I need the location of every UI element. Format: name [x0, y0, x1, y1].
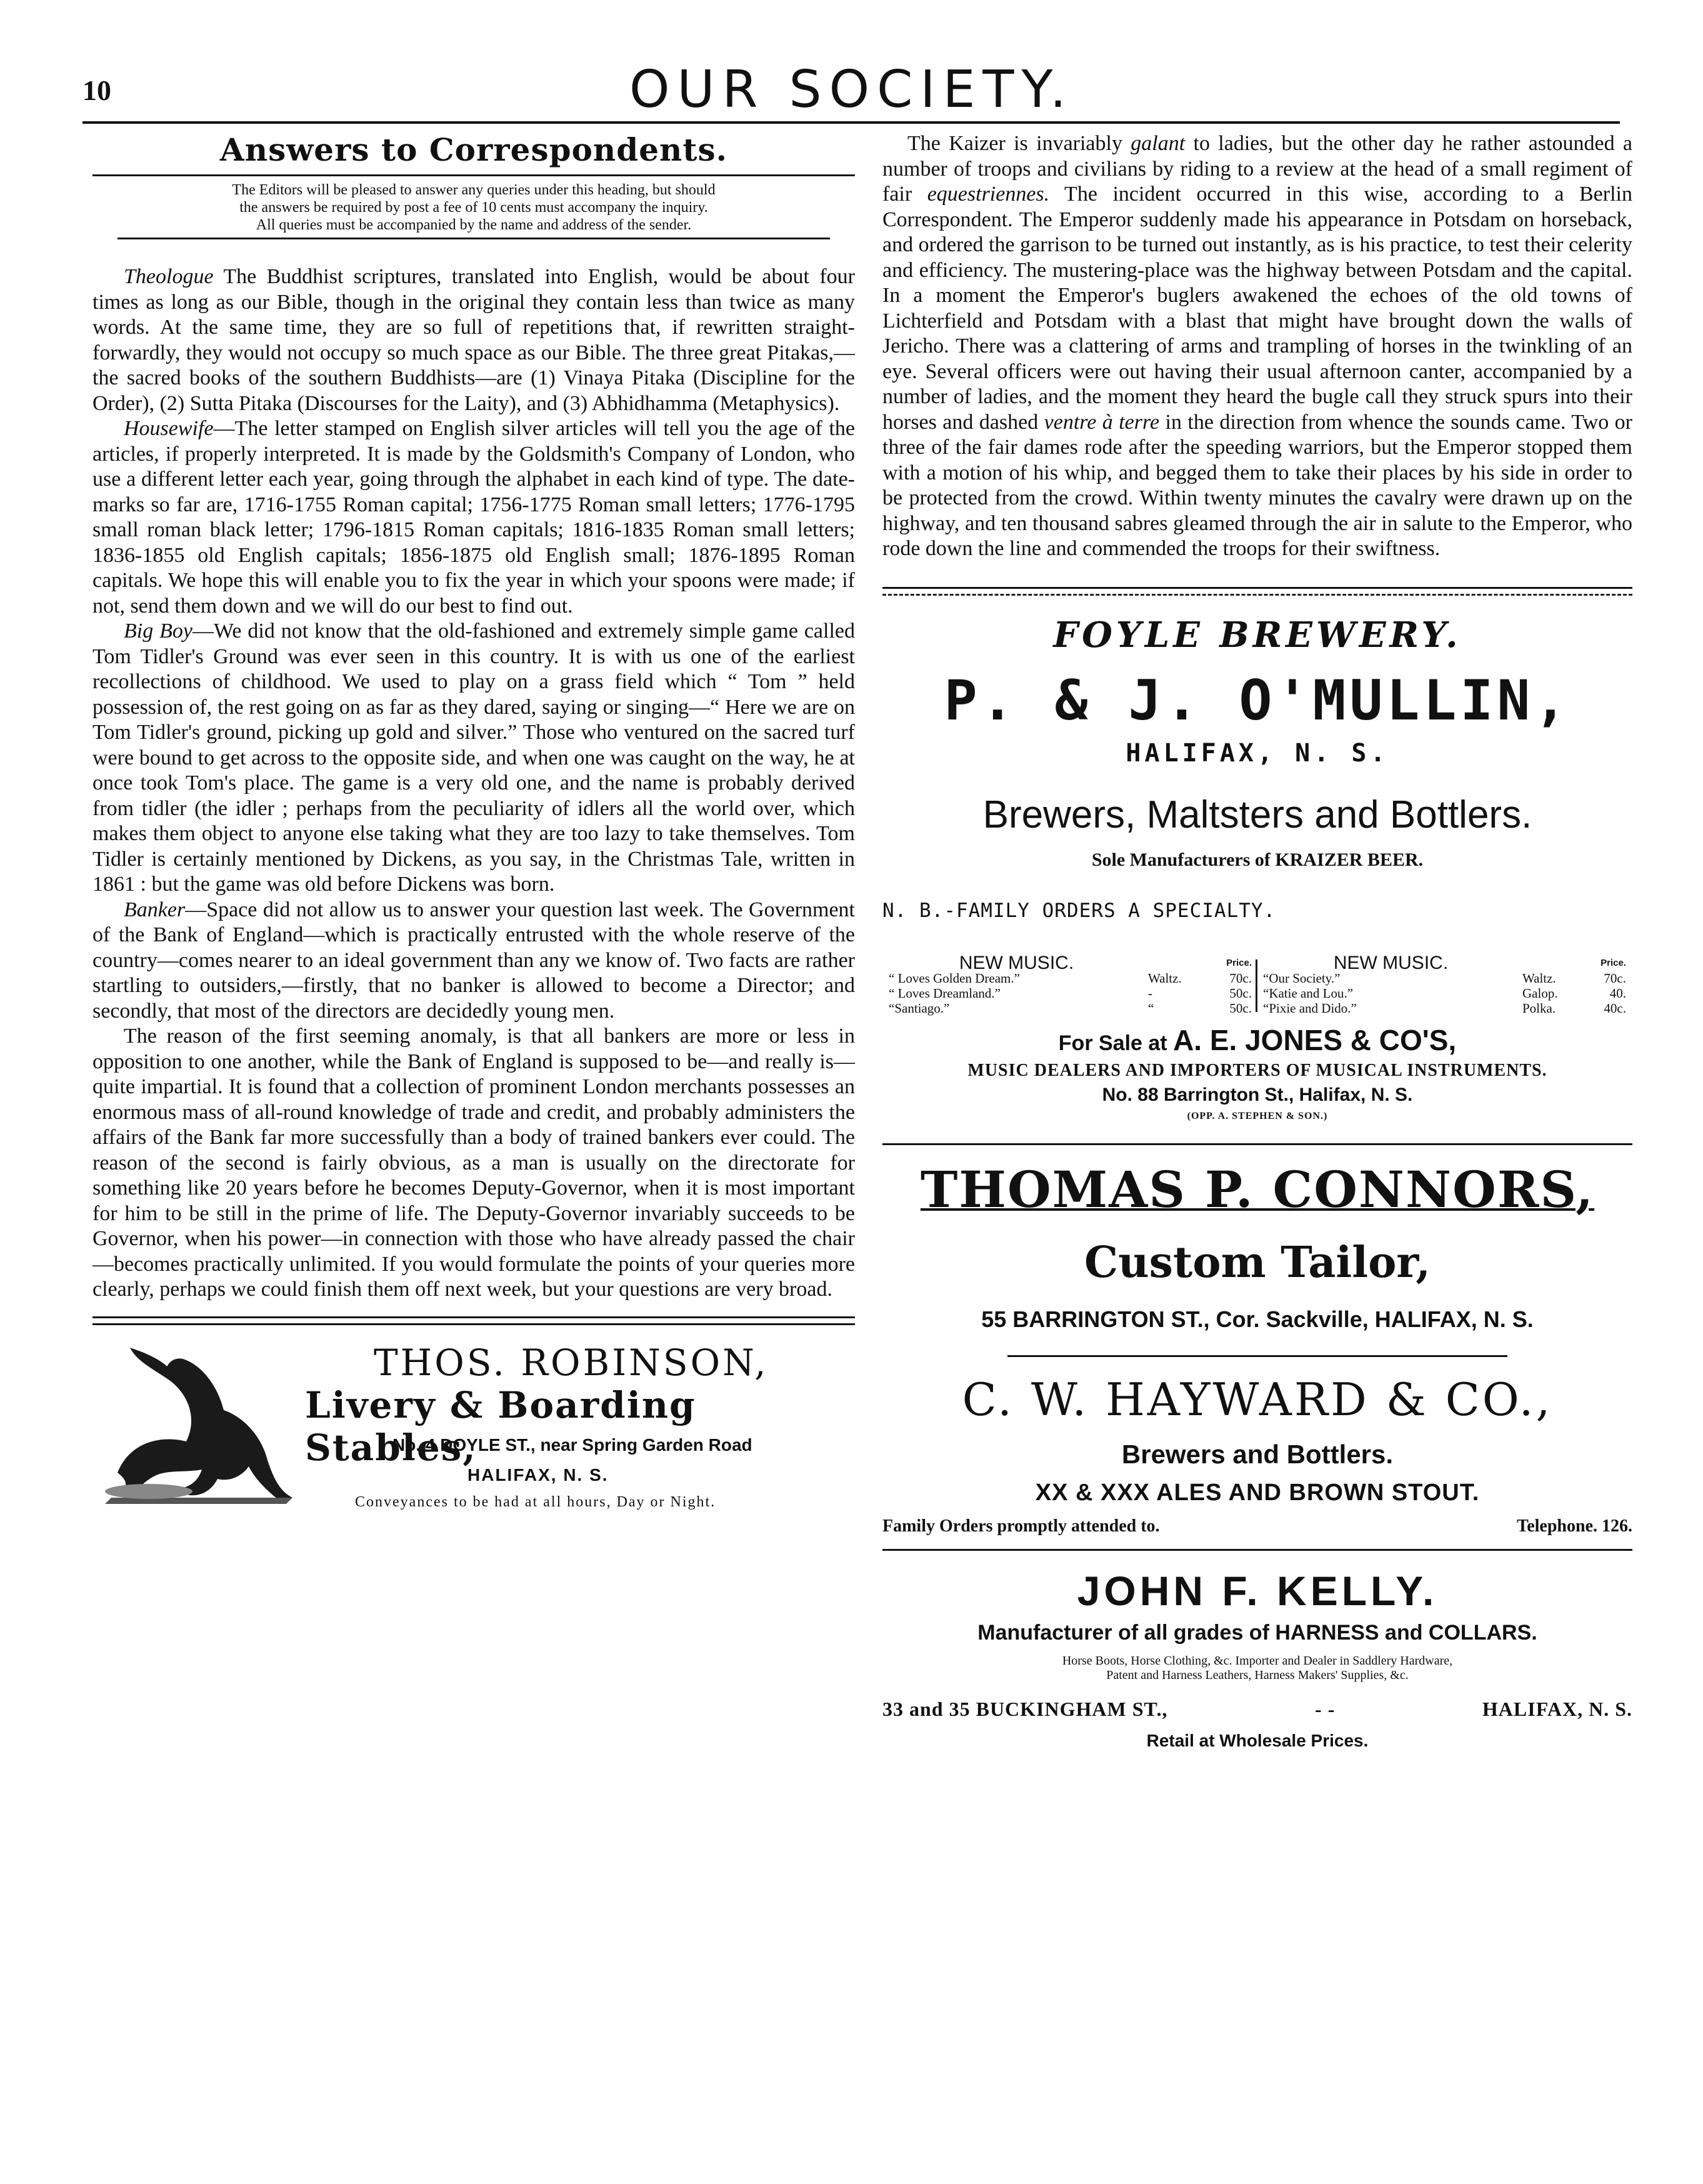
kelly-retail: Retail at Wholesale Prices. — [1146, 1730, 1369, 1750]
ads-rule — [882, 587, 1632, 589]
title-rule — [92, 174, 855, 176]
connors-ad — [882, 1160, 1632, 1333]
answers-body — [92, 264, 855, 1303]
kelly-line-1: Horse Boots, Horse Clothing, &c. Importer and Dealer in Saddlery Hardware, — [1062, 1653, 1453, 1668]
kaizer-paragraph — [882, 131, 1632, 562]
robinson-address: No. 4 DOYLE ST., near Spring Garden Road — [392, 1435, 752, 1455]
connors-trade: Custom Tailor, — [1084, 1237, 1431, 1288]
song-title: “Katie and Lou.” — [1263, 985, 1354, 1001]
kelly-dashes: - - — [1315, 1697, 1336, 1720]
robinson-rule-2 — [92, 1323, 855, 1325]
mullin-heading: FOYLE BREWERY. — [1053, 614, 1462, 656]
song-title: “ Loves Dreamland.” — [889, 985, 1001, 1001]
answers-notice — [105, 181, 842, 234]
price-heading: Price. — [1226, 957, 1252, 968]
song-title: “ Loves Golden Dream.” — [889, 970, 1020, 986]
kelly-ad — [882, 1567, 1632, 1751]
notice-line: the answers be required by post a fee of 10 cents must accompany the inquiry. — [239, 199, 708, 216]
kelly-name: JOHN F. KELLY. — [1077, 1567, 1438, 1614]
answer-entry — [92, 619, 855, 898]
notice-line: All queries must be accompanied by the name and address of the sender. — [256, 217, 692, 233]
answer-text: The Buddhist scriptures, translated into English, would be about four times as long as our Bible, though in the original they contain less than twice as many words. At the same time, they are so full of repetitions that, if rewritten straight-forwardly, they would not occupy so much space as our Bible. The three great Pitakas,—the sacred books of the southern Buddhists—are (1) Vinaya Pitaka (Discipline for the Order), (2) Sutta Pitaka (Discourses for the Laity), and (3) Abhidhamma (Metaphysics). — [92, 265, 855, 415]
jones-opp: (OPP. A. STEPHEN & SON.) — [1187, 1110, 1328, 1121]
hayward-name: C. W. HAYWARD & CO., — [962, 1373, 1553, 1426]
jones-name: A. E. JONES & CO'S, — [1173, 1023, 1457, 1056]
hayward-phone: Telephone. 126. — [1517, 1516, 1632, 1536]
song-kind: Galop. — [1522, 985, 1558, 1001]
song-title: “Santiago.” — [889, 1000, 950, 1016]
kaizer-italic: ventre à terre — [1044, 410, 1160, 434]
music-list — [889, 952, 1626, 1016]
kelly-city: HALIFAX, N. S. — [1482, 1697, 1632, 1720]
left-column — [92, 131, 855, 1541]
song-price: 70c. — [1604, 970, 1626, 986]
robinson-ad — [92, 1341, 855, 1541]
kaizer-text: The incident occurred in this wise, according to a Berlin Correspondent. The Emperor suddenly made his appearance in Potsdam on horseback, and ordered the garrison to be turned out instantly, as is his practice, to test their celerity and efficiency. The mustering-place was the highway between Potsdam and the capital. In a moment the Emperor's buglers awakened the echoes of the old towns of Lichterfield and Potsdam with a blast that might have brought down the walls of Jericho. There was a clattering of arms and trampling of horses in the twinkling of an eye. Several officers were out having their usual afternoon canter, accompanied by a number of ladies, and the moment they heard the bugle call they struck spurs into their horses and dashed — [882, 183, 1632, 434]
jones-dealers: MUSIC DEALERS AND IMPORTERS OF MUSICAL INSTRUMENTS. — [967, 1060, 1547, 1080]
hayward-footer — [882, 1516, 1632, 1536]
answer-text: —Space did not allow us to answer your question last week. The Government of the Bank of England—which is practically entrusted with the whole reserve of the country—comes nearer to an ideal government than any we know of. Two facts are rather startling to outsiders,—firstly, that no banker is allowed to become a Director; and secondly, that most of the directors are decidedly young men. — [92, 898, 855, 1023]
answer-text: —We did not know that the old-fashioned and extremely simple game called Tom Tidler's Ground was ever seen in this country. It is with us one of the earliest recollections of childhood. We used to play on a grass field which “ Tom ” held possession of, the rest going on as far as they dared, saying or singing—“ Here we are on Tom Tidler's ground, picking up gold and silver.” Those who ventured on the sacred turf were bound to get across to the opposite side, and when one was caught on the way, he at once took Tom's place. The game is a very old one, and the name is probably derived from tidler (the idler ; perhaps from the peculiarity of idlers all the world over, which makes them object to anyone else taking what they are too lazy to take themselves. Tom Tidler is certainly mentioned by Dickens, as you say, in the Christmas Tale, written in 1861 : but the game was old before Dickens was born. — [92, 619, 855, 896]
mullin-orders: N. B.-FAMILY ORDERS A SPECIALTY. — [882, 899, 1276, 922]
song-price: 70c. — [1229, 970, 1252, 986]
answer-entry — [92, 898, 855, 1024]
hayward-rule — [1007, 1355, 1507, 1357]
page-number: 10 — [82, 74, 111, 106]
song-kind: Polka. — [1522, 1000, 1556, 1016]
music-right — [1263, 952, 1626, 1016]
price-heading: Price. — [1601, 957, 1626, 968]
kaizer-story — [882, 131, 1632, 562]
correspondent-name: Theologue — [124, 265, 214, 288]
music-divider — [1256, 959, 1259, 1012]
connors-name: THOMAS P. CONNORS, — [920, 1160, 1595, 1219]
hayward-trade: Brewers and Bottlers. — [1121, 1439, 1394, 1469]
kaizer-italic: galant — [1131, 132, 1186, 155]
answer-entry — [92, 264, 855, 416]
song-kind: Waltz. — [1522, 970, 1556, 986]
mullin-city: HALIFAX, N. S. — [1126, 738, 1389, 768]
kelly-address-row — [882, 1698, 1632, 1721]
connors-rule — [882, 1143, 1632, 1145]
new-music-heading: NEW MUSIC. — [1333, 952, 1449, 973]
robinson-city: HALIFAX, N. S. — [467, 1465, 609, 1485]
right-column — [882, 131, 1632, 1751]
hayward-orders: Family Orders promptly attended to. — [882, 1516, 1160, 1536]
song-price: 50c. — [1229, 985, 1252, 1001]
robinson-name: THOS. ROBINSON, — [374, 1341, 769, 1384]
mullin-ad — [882, 614, 1632, 922]
robinson-rule — [92, 1316, 855, 1318]
hayward-products: XX & XXX ALES AND BROWN STOUT. — [1035, 1479, 1480, 1506]
answer-continuation: The reason of the first seeming anomaly, is that all bankers are more or less in opposition to one another, while the Bank of England is supposed to be—and really is—quite impartial. It is found that a collection of prominent London merchants possesses an enormous mass of all-round knowledge of trade and credit, and probably administers the affairs of the Bank far more successfully than a body of trained bankers ever could. The reason of the second is fairly obvious, as a man is usually on the directorate for something like 20 years before he becomes Deputy-Governor, when it is most important for him to be still in the prime of life. The Deputy-Governor invariably succeeds to be Governor, when his power—in connection with those who have already passed the chair—becomes practically unlimited. If you would formulate the points of your queries more clearly, perhaps we could finish them off next week, but your questions are very broad. — [92, 1024, 855, 1301]
robinson-conveyances: Conveyances to be had at all hours, Day or Night. — [355, 1493, 716, 1510]
song-kind: “ — [1148, 1000, 1154, 1016]
jones-address: No. 88 Barrington St., Halifax, N. S. — [1102, 1084, 1413, 1105]
correspondent-name: Big Boy — [124, 619, 192, 643]
correspondent-name: Banker — [124, 898, 186, 921]
kaizer-text: to ladies, but the other day he rather astounded a number of troops and civilians by riding to a review at the head of a small regiment of fair — [882, 132, 1632, 206]
kaizer-text: The Kaizer is invariably — [907, 132, 1131, 155]
song-title: “Pixie and Dido.” — [1263, 1000, 1357, 1016]
mullin-name: P. & J. O'MULLIN, — [944, 668, 1571, 733]
kelly-trade: Manufacturer of all grades of HARNESS and COLLARS. — [977, 1620, 1537, 1645]
notice-rule — [117, 238, 830, 239]
song-price: 40c. — [1604, 1000, 1626, 1016]
music-ad — [882, 952, 1632, 1122]
kaizer-italic: equestriennes. — [927, 183, 1050, 206]
answers-title: Answers to Correspondents. — [219, 131, 728, 168]
mullin-trade: Brewers, Maltsters and Bottlers. — [982, 793, 1532, 836]
robinson-trade: Livery & Boarding Stables, — [305, 1383, 696, 1469]
song-kind: Waltz. — [1148, 970, 1182, 986]
for-sale-label: For Sale at — [1058, 1031, 1174, 1055]
song-title: “Our Society.” — [1263, 970, 1341, 986]
ads-rule-dashed — [882, 594, 1632, 596]
correspondent-name: Housewife — [124, 417, 214, 440]
horse-icon — [92, 1341, 299, 1504]
connors-address: 55 BARRINGTON ST., Cor. Sackville, HALIFAX, N. S. — [981, 1306, 1534, 1332]
mullin-sole: Sole Manufacturers of KRAIZER BEER. — [1091, 849, 1424, 870]
song-price: 50c. — [1229, 1000, 1252, 1016]
music-left — [889, 952, 1252, 1016]
song-price: 40. — [1609, 985, 1626, 1001]
kaizer-text: in the direction from whence the sounds came. Two or three of the fair dames rode after the speeding warriors, but the Emperor stopped them with a motion of his whip, and begged them to take their places by his side in order to be protected from the crowd. Within twenty minutes the cavalry were drawn up on the highway, and ten thousand sabres gleamed through the air in salute to the Emperor, who rode down the line and commended the troops for their swiftness. — [882, 410, 1632, 560]
song-kind: - — [1148, 985, 1152, 1001]
hayward-ad — [882, 1373, 1632, 1536]
top-rule — [82, 121, 1620, 124]
kelly-rule — [882, 1549, 1632, 1551]
masthead: OUR SOCIETY. — [629, 60, 1074, 119]
new-music-heading: NEW MUSIC. — [959, 952, 1074, 973]
notice-line: The Editors will be pleased to answer any queries under this heading, but should — [232, 182, 716, 198]
kelly-line-2: Patent and Harness Leathers, Harness Makers' Supplies, &c. — [1106, 1668, 1409, 1682]
answer-text: —The letter stamped on English silver articles will tell you the age of the articles, if properly interpreted. It is made by the Goldsmith's Company of London, who use a different letter each year, going through the alphabet in each kind of type. The date-marks so far are, 1716-1755 Roman capital; 1756-1775 Roman small letters; 1776-1795 small roman black letter; 1796-1815 Roman capitals; 1816-1835 Roman small letters; 1836-1855 old English capitals; 1856-1875 old English small; 1876-1895 Roman capitals. We hope this will enable you to fix the year in which your spoons were made; if not, send them down and we will do our best to find out. — [92, 417, 855, 618]
kelly-address: 33 and 35 BUCKINGHAM ST., — [882, 1697, 1168, 1720]
answer-entry — [92, 416, 855, 619]
